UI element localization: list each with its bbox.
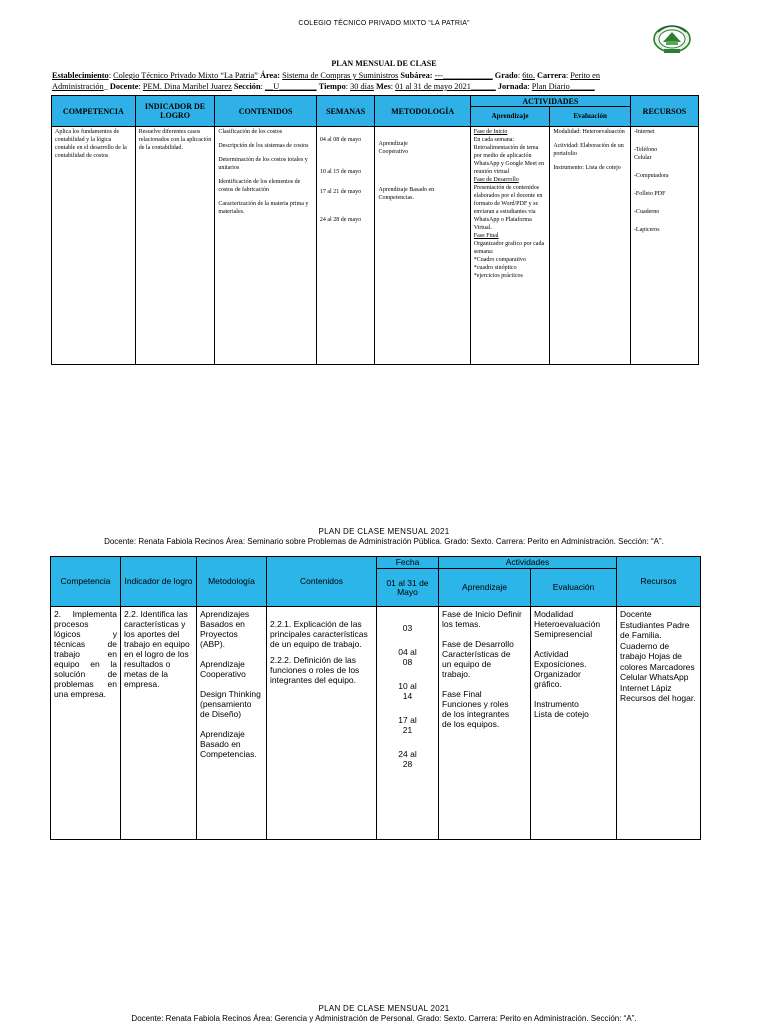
recurso-item: -Folleto PDF <box>633 191 666 197</box>
recurso-item: -Cuaderno <box>633 209 660 215</box>
cell-recursos: Docente Estudiantes Padre de Familia. Cuaderno de trabajo Hojas de colores Marcadores Celular WhatsApp Internet Lápiz Recursos del hogar. <box>617 607 701 840</box>
jornada-label: Jornada <box>497 82 528 91</box>
col-metodologia: Metodología <box>197 557 267 607</box>
cell-evaluacion <box>550 127 631 365</box>
fecha-item: 03 <box>402 623 413 633</box>
evaluacion-item: Actividad Exposiciones. Organizador gráfico. <box>534 649 587 689</box>
eval-modalidad: Modalidad: Heteroevaluación <box>553 129 625 135</box>
school-name: COLEGIO TÉCNICO PRIVADO MIXTO “LA PATRIA” <box>298 20 470 27</box>
recurso-item: -Internet <box>633 129 655 135</box>
plan1-table <box>51 95 699 365</box>
subarea-label: Subárea: <box>400 71 433 80</box>
col-recursos: Recursos <box>617 557 701 607</box>
col-indicador: INDICADOR DE LOGRO <box>135 96 215 127</box>
fecha-item: 10 al 14 <box>398 681 417 701</box>
col-contenidos: CONTENIDOS <box>215 96 317 127</box>
area-value: Sistema de Compras y Suministros <box>282 71 399 80</box>
carrera-cont: Administración <box>52 82 104 91</box>
fase-inicio: Fase de Inicio <box>473 129 508 135</box>
cell-fechas <box>377 607 439 840</box>
fecha-item: 04 al 08 <box>398 647 417 667</box>
plan2-table <box>50 556 701 840</box>
cell-semanas <box>316 127 375 365</box>
eval-instrumento: Instrumento: Lista de cotejo <box>553 165 621 171</box>
final-text: Organizador grafico por cada semana: <box>473 241 545 255</box>
col-indicador: Indicador de logro <box>121 557 197 607</box>
final-item: *Cuadro comparativo <box>473 257 526 263</box>
contenido-item: 2.2.1. Explicación de las principales características de un equipo de trabajo. <box>270 619 368 649</box>
seccion-label: Sección <box>233 82 261 91</box>
cell-aprendizaje <box>470 127 550 365</box>
subarea-value: --- <box>434 71 443 80</box>
recurso-item: -Teléfono Celular <box>633 147 658 161</box>
area-label: Área: <box>259 71 281 80</box>
metodologia-item: Aprendizaje Cooperativo <box>200 659 246 679</box>
cell-metodologia <box>375 127 470 365</box>
carrera-value: Perito en <box>570 71 600 80</box>
docente-value: PEM. Dina Maribel Juarez <box>142 82 232 91</box>
col-semanas: SEMANAS <box>316 96 375 127</box>
inicio-text: En cada semana: Retroalimentación de tema por medio de aplicación WhatsApp y Google Meet en reunión virtual <box>473 137 545 175</box>
jornada-value: Plan Diario <box>531 82 570 91</box>
cell-indicador: 2.2. Identifica las características y los aportes del trabajo en equipo en el logro de los resultados o metas de la empresa. <box>121 607 197 840</box>
evaluacion-item: Instrumento Lista de cotejo <box>534 699 589 719</box>
semana-item: 10 al 15 de mayo <box>319 169 362 175</box>
desarrollo-text: Presentación de contenidos elaborados por el docente en formato de Word/PDF y se enviaran a estudiantes via WhatsApp o Plataforma Virtual. <box>473 185 543 231</box>
semana-item: 24 al 28 de mayo <box>319 217 362 223</box>
table-row <box>51 607 701 840</box>
col-contenidos: Contenidos <box>267 557 377 607</box>
cell-evaluacion <box>531 607 617 840</box>
recurso-item: -Computadora <box>633 173 669 179</box>
plan1-header-line2: Administración_ Docente: PEM. Dina Maribel Juarez Sección: __U_________ Tiempo: 30 días Mes: 01 al 31 de mayo 2021______ Jornada: Plan Diario______ <box>52 82 595 91</box>
metodologia-item: Aprendizaje Cooperativo <box>378 141 409 155</box>
plan3-subtitle: Docente: Renata Fabiola Recinos Área: Gerencia y Administración de Personal. Grado: Sexto. Carrera: Perito en Administración. Sección: “A”. <box>131 1014 637 1023</box>
cell-contenidos <box>267 607 377 840</box>
col-evaluacion: Evaluación <box>531 569 617 607</box>
aprendizaje-item: Fase Final Funciones y roles de los integrantes de los equipos. <box>442 689 510 729</box>
cell-indicador: Resuelve diferentes casos relacionados con la aplicación de la contabilidad. <box>135 127 215 365</box>
aprendizaje-item: Fase de Desarrollo Características de un equipo de trabajo. <box>442 639 514 679</box>
cell-recursos <box>630 127 698 365</box>
cell-contenidos <box>215 127 317 365</box>
contenido-item: 2.2.2. Definición de las funciones o roles de los integrantes del equipo. <box>270 655 360 685</box>
seccion-value: U <box>273 82 280 91</box>
contenido-item: Caracterización de la materia prima y materiales. <box>218 201 309 215</box>
final-item: *cuadro sinóptico <box>473 265 517 271</box>
col-actividades: ACTIVIDADES <box>470 96 630 107</box>
col-actividades: Actividades <box>439 557 617 569</box>
metodologia-item: Aprendizaje Basado en Competencias. <box>200 729 257 759</box>
grado-value: 6to. <box>522 71 535 80</box>
semana-item: 17 al 21 de mayo <box>319 189 362 195</box>
final-item: *ejercicios prácticos <box>473 273 523 279</box>
plan1-header-line1: Establecimiento: Colegio Técnico Privado Mixto “La Patria” Área: Sistema de Compras y Suministros Subárea: ---____________ Grado: 6to. Carrera: Perito en <box>52 71 600 80</box>
col-fecha-range: 01 al 31 de Mayo <box>377 569 439 607</box>
recurso-item: -Lapiceros <box>633 227 660 233</box>
fase-final: Fase Final <box>473 233 499 239</box>
plan2-title: PLAN DE CLASE MENSUAL 2021 <box>318 527 450 536</box>
contenido-item: Clasificación de los costos <box>218 129 283 135</box>
grado-label: Grado <box>494 71 518 80</box>
semana-item: 04 al 08 de mayo <box>319 137 362 143</box>
col-aprendizaje: Aprendizaje <box>439 569 531 607</box>
cell-competencia: 2. Implementa procesos lógicos y técnicas de trabajo en equipo en la solución de problemas en una empresa. <box>51 607 121 840</box>
tiempo-label: Tiempo <box>318 82 346 91</box>
col-recursos: RECURSOS <box>630 96 698 127</box>
cell-competencia: Aplica los fundamentos de contabilidad y la lógica contable en el desarrollo de la contabilidad de costos <box>52 127 136 365</box>
col-aprendizaje: Aprendizaje <box>470 107 550 127</box>
metodologia-item: Aprendizaje Basado en Competencias. <box>378 187 435 201</box>
establecimiento-value: Colegio Técnico Privado Mixto “La Patria” <box>113 71 258 80</box>
contenido-item: Identificación de los elementos de costos de fabricación <box>218 179 301 193</box>
fecha-item: 24 al 28 <box>398 749 417 769</box>
metodologia-item: Aprendizajes Basados en Proyectos (ABP). <box>200 609 250 649</box>
tiempo-value: 30 días <box>350 82 374 91</box>
plan1-title: PLAN MENSUAL DE CLASE <box>331 59 437 68</box>
evaluacion-item: Modalidad Heteroevaluación Semipresencial <box>534 609 601 639</box>
aprendizaje-item: Fase de Inicio Definir los temas. <box>442 609 522 629</box>
docente-label: Docente <box>109 82 139 91</box>
fecha-item: 17 al 21 <box>398 715 417 735</box>
mes-value: 01 al 31 de mayo 2021 <box>395 82 471 91</box>
school-crest-icon <box>652 22 692 56</box>
carrera-label: Carrera <box>536 71 566 80</box>
cell-aprendizaje <box>439 607 531 840</box>
plan3-title: PLAN DE CLASE MENSUAL 2021 <box>318 1004 450 1013</box>
col-fecha: Fecha <box>377 557 439 569</box>
eval-actividad: Actividad: Elaboración de un portafolio <box>553 143 624 157</box>
col-competencia: Competencia <box>51 557 121 607</box>
metodologia-item: Design Thinking (pensamiento de Diseño) <box>200 689 261 719</box>
contenido-item: Descripción de los sistemas de costos <box>218 143 309 149</box>
establecimiento-label: Establecimiento <box>52 71 109 80</box>
plan2-subtitle: Docente: Renata Fabiola Recinos Área: Seminario sobre Problemas de Administración Pública. Grado: Sexto. Carrera: Perito en Administración. Sección: “A”. <box>104 537 664 546</box>
cell-metodologia <box>197 607 267 840</box>
fase-desarrollo: Fase de Desarrollo <box>473 177 519 183</box>
col-evaluacion: Evaluación <box>550 107 631 127</box>
contenido-item: Determinación de los costos totales y unitarios <box>218 157 308 171</box>
table-row <box>52 127 699 365</box>
col-competencia: COMPETENCIA <box>52 96 136 127</box>
col-metodologia: METODOLOGÍA <box>375 96 470 127</box>
mes-label: Mes <box>375 82 391 91</box>
